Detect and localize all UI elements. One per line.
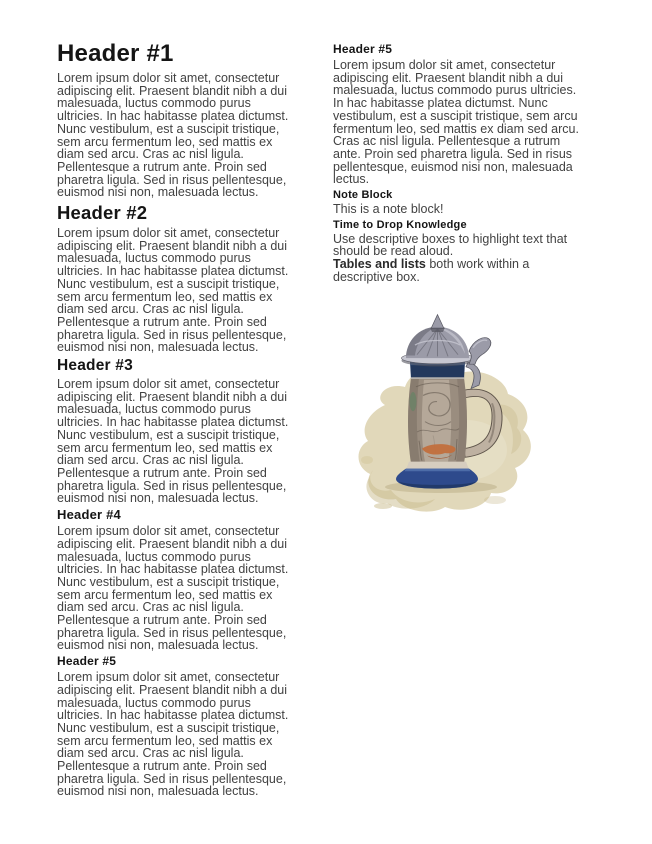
heading-5: Header #5	[57, 654, 117, 669]
right-column	[333, 40, 583, 515]
tables-lists-bold-lead: Tables and lists	[333, 257, 426, 272]
tables-lists-rest: both work within a descriptive box.	[333, 257, 530, 284]
paragraph-lorem: Lorem ipsum dolor sit amet, consectetur adipiscing elit. Praesent blandit nibh a dui malesuada, luctus commodo purus ultricies. In hac habitasse platea dictumst. Nunc vestibulum, est a suscipit tristique, sem arcu fermentum leo, sed mattis ex diam sed arcu. Cras ac nisl ligula. Pellentesque a rutrum ante. Proin sed pharetra ligula. Sed in risus pellentesque, euismod nisi non, malesuada lectus.	[57, 377, 289, 506]
knowledge-text: Use descriptive boxes to highlight text that should be read aloud.	[333, 231, 568, 259]
beer-stein-illustration	[345, 310, 535, 515]
stein-cream-band	[406, 461, 469, 469]
heading-5-right: Header #5	[333, 42, 393, 56]
paragraph-lorem: Lorem ipsum dolor sit amet, consectetur adipiscing elit. Praesent blandit nibh a dui malesuada, luctus commodo purus ultricies. In hac habitasse platea dictumst. Nunc vestibulum, est a suscipit tristique, sem arcu fermentum leo, sed mattis ex diam sed arcu. Cras ac nisl ligula. Pellentesque a rutrum ante. Proin sed pharetra ligula. Sed in risus pellentesque, euismod nisi non, malesuada lectus.	[57, 226, 289, 355]
heading-4: Header #4	[57, 507, 121, 523]
stein-green-accent	[410, 392, 417, 411]
tables-lists-text	[333, 258, 583, 283]
stein-foot-highlight	[405, 468, 471, 471]
left-column	[57, 40, 297, 800]
paragraph-lorem: Lorem ipsum dolor sit amet, consectetur adipiscing elit. Praesent blandit nibh a dui malesuada, luctus commodo purus ultricies. In hac habitasse platea dictumst. Nunc vestibulum, est a suscipit tristique, sem arcu fermentum leo, sed mattis ex diam sed arcu. Cras ac nisl ligula. Pellentesque a rutrum ante. Proin sed pharetra ligula. Sed in risus pellentesque, euismod nisi non, malesuada lectus.	[57, 524, 289, 653]
heading-1: Header #1	[57, 40, 174, 67]
note-block-text: This is a note block!	[333, 202, 444, 217]
heading-2: Header #2	[57, 202, 148, 224]
note-block-label: Note Block	[333, 189, 393, 202]
watercolor-speck-right	[484, 496, 506, 504]
paragraph-lorem: Lorem ipsum dolor sit amet, consectetur adipiscing elit. Praesent blandit nibh a dui malesuada, luctus commodo purus ultricies. In hac habitasse platea dictumst. Nunc vestibulum, est a suscipit tristique, sem arcu fermentum leo, sed mattis ex diam sed arcu. Cras ac nisl ligula. Pellentesque a rutrum ante. Proin sed pharetra ligula. Sed in risus pellentesque, euismod nisi non, malesuada lectus.	[57, 670, 289, 799]
paragraph-lorem: Lorem ipsum dolor sit amet, consectetur adipiscing elit. Praesent blandit nibh a dui malesuada, luctus commodo purus ultricies. In hac habitasse platea dictumst. Nunc vestibulum, est a suscipit tristique, sem arcu fermentum leo, sed mattis ex diam sed arcu. Cras ac nisl ligula. Pellentesque a rutrum ante. Proin sed pharetra ligula. Sed in risus pellentesque, euismod nisi non, malesuada lectus.	[333, 58, 579, 187]
heading-3: Header #3	[57, 357, 133, 375]
watercolor-speck-left	[361, 456, 373, 464]
stein-figure	[345, 310, 535, 515]
stein-finial-base	[430, 327, 445, 331]
watercolor-speck-bottom	[374, 503, 392, 509]
paragraph-lorem: Lorem ipsum dolor sit amet, consectetur adipiscing elit. Praesent blandit nibh a dui malesuada, luctus commodo purus ultricies. In hac habitasse platea dictumst. Nunc vestibulum, est a suscipit tristique, sem arcu fermentum leo, sed mattis ex diam sed arcu. Cras ac nisl ligula. Pellentesque a rutrum ante. Proin sed pharetra ligula. Sed in risus pellentesque, euismod nisi non, malesuada lectus.	[57, 71, 289, 200]
knowledge-label: Time to Drop Knowledge	[333, 218, 467, 231]
stein-collar-bottom-line	[411, 377, 464, 379]
stein-finial	[431, 314, 444, 328]
